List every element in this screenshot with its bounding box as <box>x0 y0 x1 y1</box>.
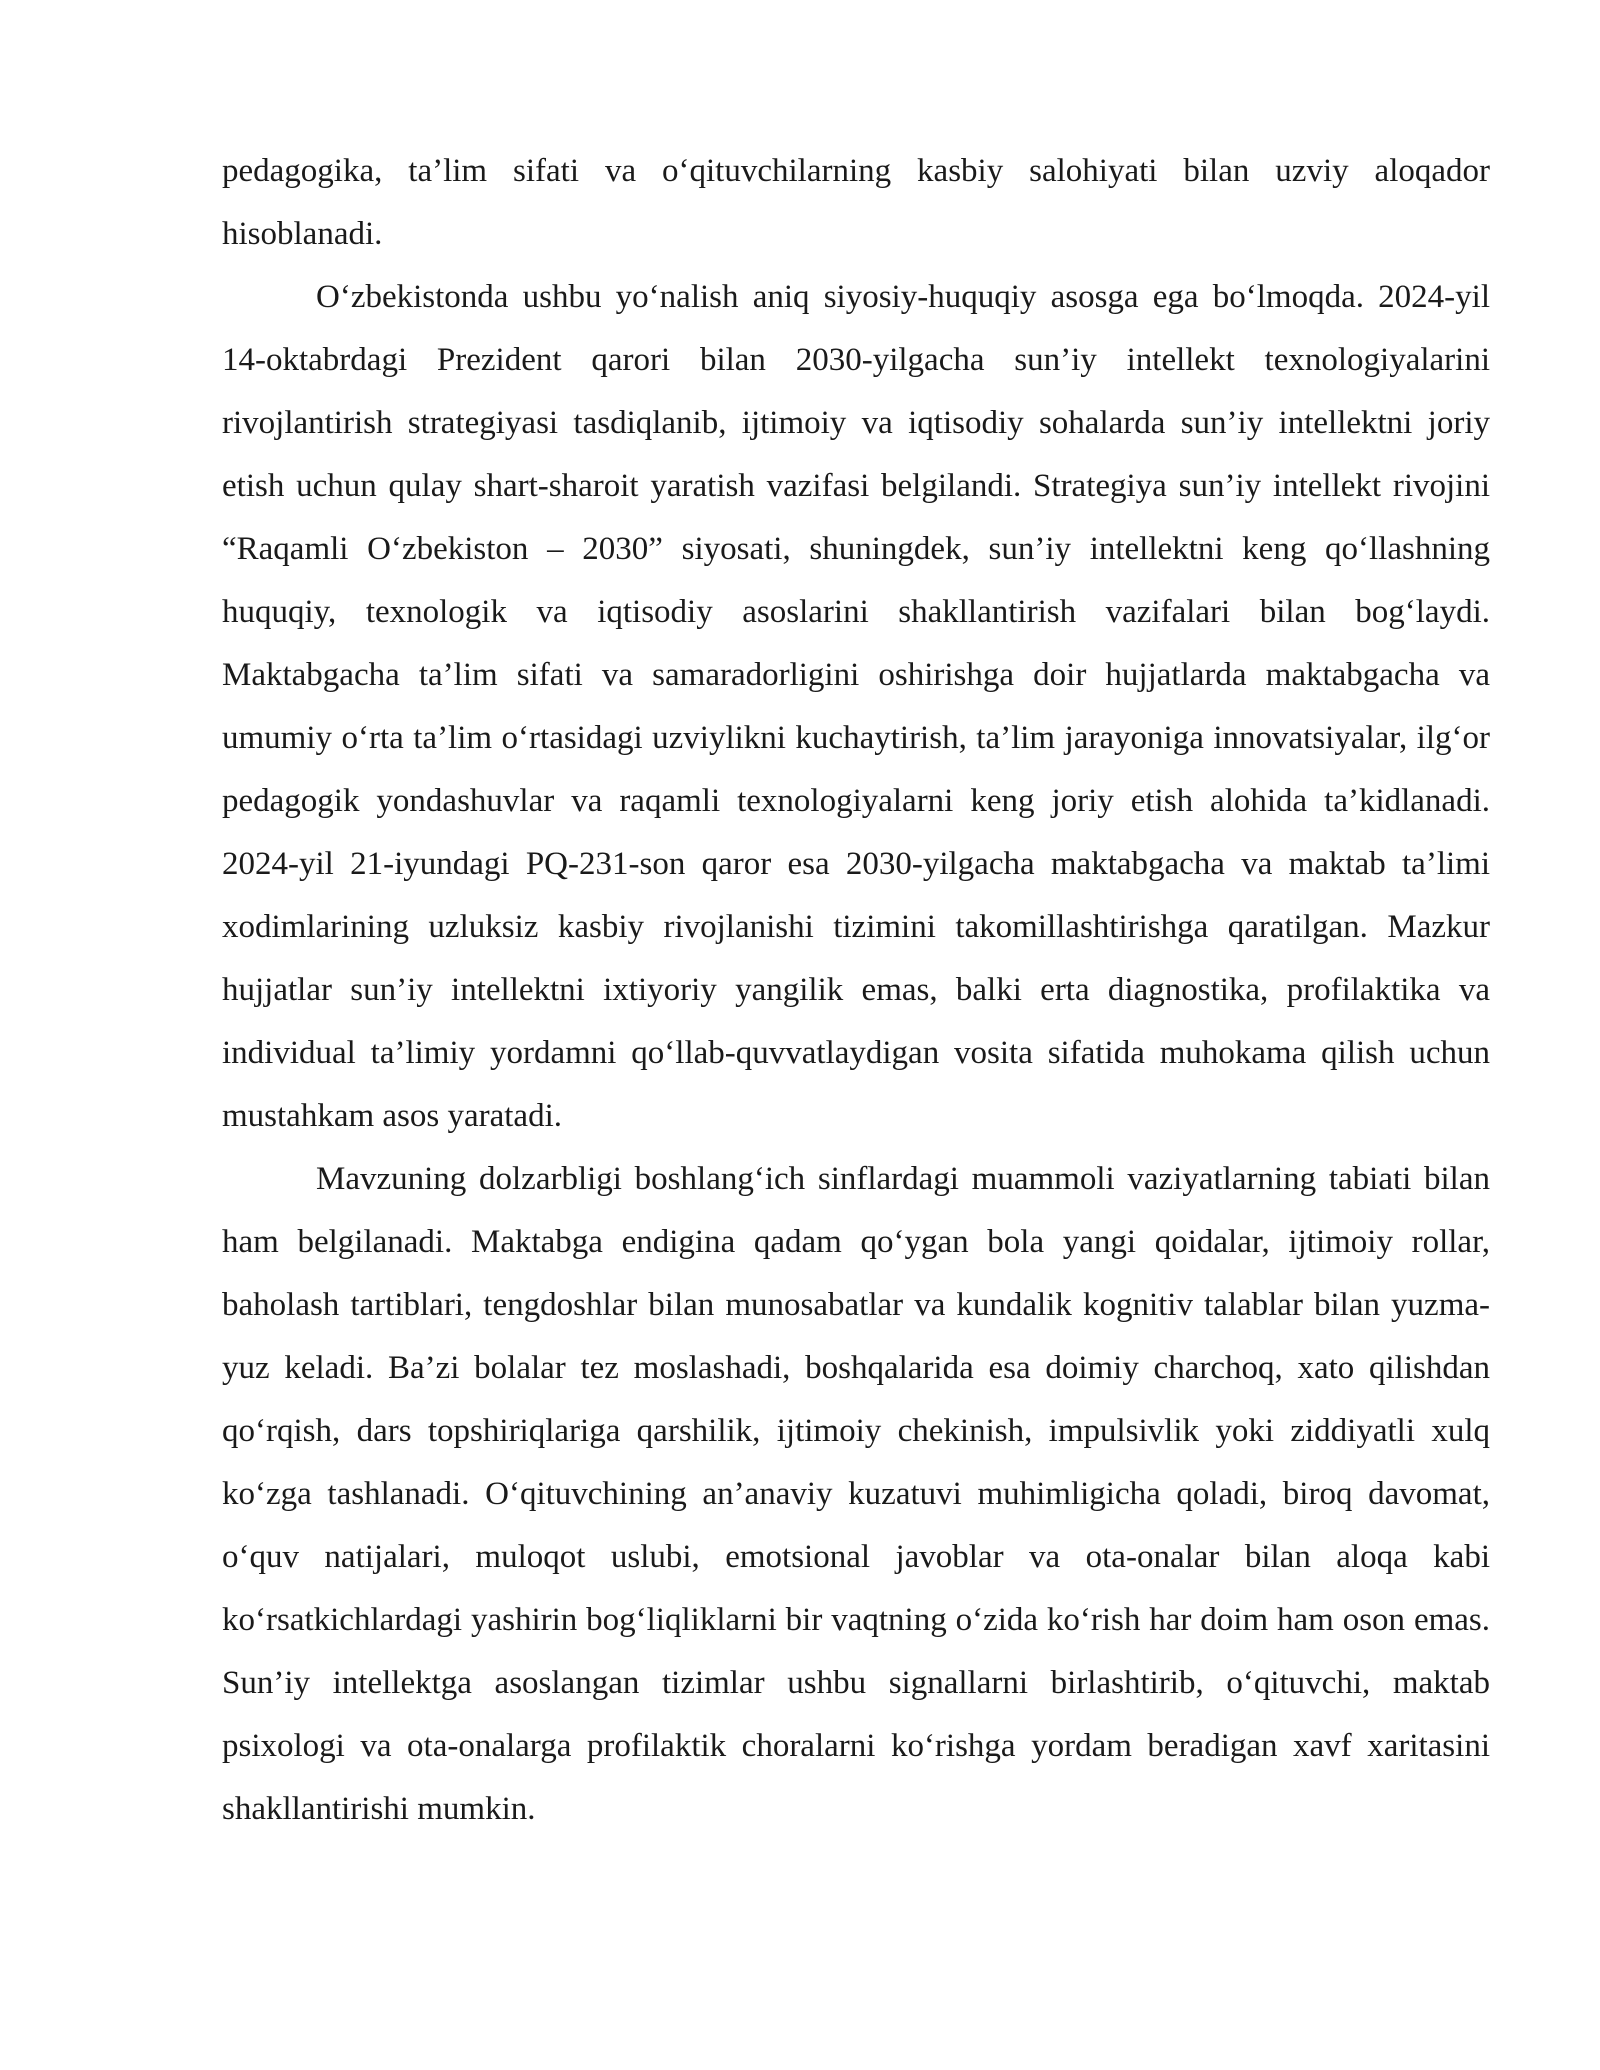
paragraph-continuation: pedagogika, ta’lim sifati va o‘qituvchilarning kasbiy salohiyati bilan uzviy aloqador hisoblanadi. <box>222 153 1490 252</box>
paragraph-relevance: Mavzuning dolzarbligi boshlang‘ich sinflardagi muammoli vaziyatlarning tabiati bilan ham belgilanadi. Maktabga endigina qadam qo‘ygan bola yangi qoidalar, ijtimoiy rollar, baholash tartiblari, tengdoshlar bilan munosabatlar va kundalik kognitiv talablar bilan yuzma-yuz keladi. Ba’zi bolalar tez moslashadi, boshqalarida esa doimiy charchoq, xato qilishdan qo‘rqish, dars topshiriqlariga qarshilik, ijtimoiy chekinish, impulsivlik yoki ziddiyatli xulq ko‘zga tashlanadi. O‘qituvchining an’anaviy kuzatuvi muhimligicha qoladi, biroq davomat, o‘quv natijalari, muloqot uslubi, emotsional javoblar va ota-onalar bilan aloqa kabi ko‘rsatkichlardagi yashirin bog‘liqliklarni bir vaqtning o‘zida ko‘rish har doim ham oson emas. Sun’iy intellektga asoslangan tizimlar ushbu signallarni birlashtirib, o‘qituvchi, maktab psixologi va ota-onalarga profilaktik choralarni ko‘rishga yordam beradigan xavf xaritasini shakllantirishi mumkin. <box>222 1161 1490 1827</box>
body-text <box>222 140 1490 1841</box>
paragraph-legal-basis: O‘zbekistonda ushbu yo‘nalish aniq siyosiy-huquqiy asosga ega bo‘lmoqda. 2024-yil 14-oktabrdagi Prezident qarori bilan 2030-yilgacha sun’iy intellekt texnologiyalarini rivojlantirish strategiyasi tasdiqlanib, ijtimoiy va iqtisodiy sohalarda sun’iy intellektni joriy etish uchun qulay shart-sharoit yaratish vazifasi belgilandi. Strategiya sun’iy intellekt rivojini “Raqamli O‘zbekiston – 2030” siyosati, shuningdek, sun’iy intellektni keng qo‘llashning huquqiy, texnologik va iqtisodiy asoslarini shakllantirish vazifalari bilan bog‘laydi. Maktabgacha ta’lim sifati va samaradorligini oshirishga doir hujjatlarda maktabgacha va umumiy o‘rta ta’lim o‘rtasidagi uzviylikni kuchaytirish, ta’lim jarayoniga innovatsiyalar, ilg‘or pedagogik yondashuvlar va raqamli texnologiyalarni keng joriy etish alohida ta’kidlanadi. 2024-yil 21-iyundagi PQ-231-son qaror esa 2030-yilgacha maktabgacha va maktab ta’limi xodimlarining uzluksiz kasbiy rivojlanishi tizimini takomillashtirishga qaratilgan. Mazkur hujjatlar sun’iy intellektni ixtiyoriy yangilik emas, balki erta diagnostika, profilaktika va individual ta’limiy yordamni qo‘llab-quvvatlaydigan vosita sifatida muhokama qilish uchun mustahkam asos yaratadi. <box>222 279 1490 1134</box>
